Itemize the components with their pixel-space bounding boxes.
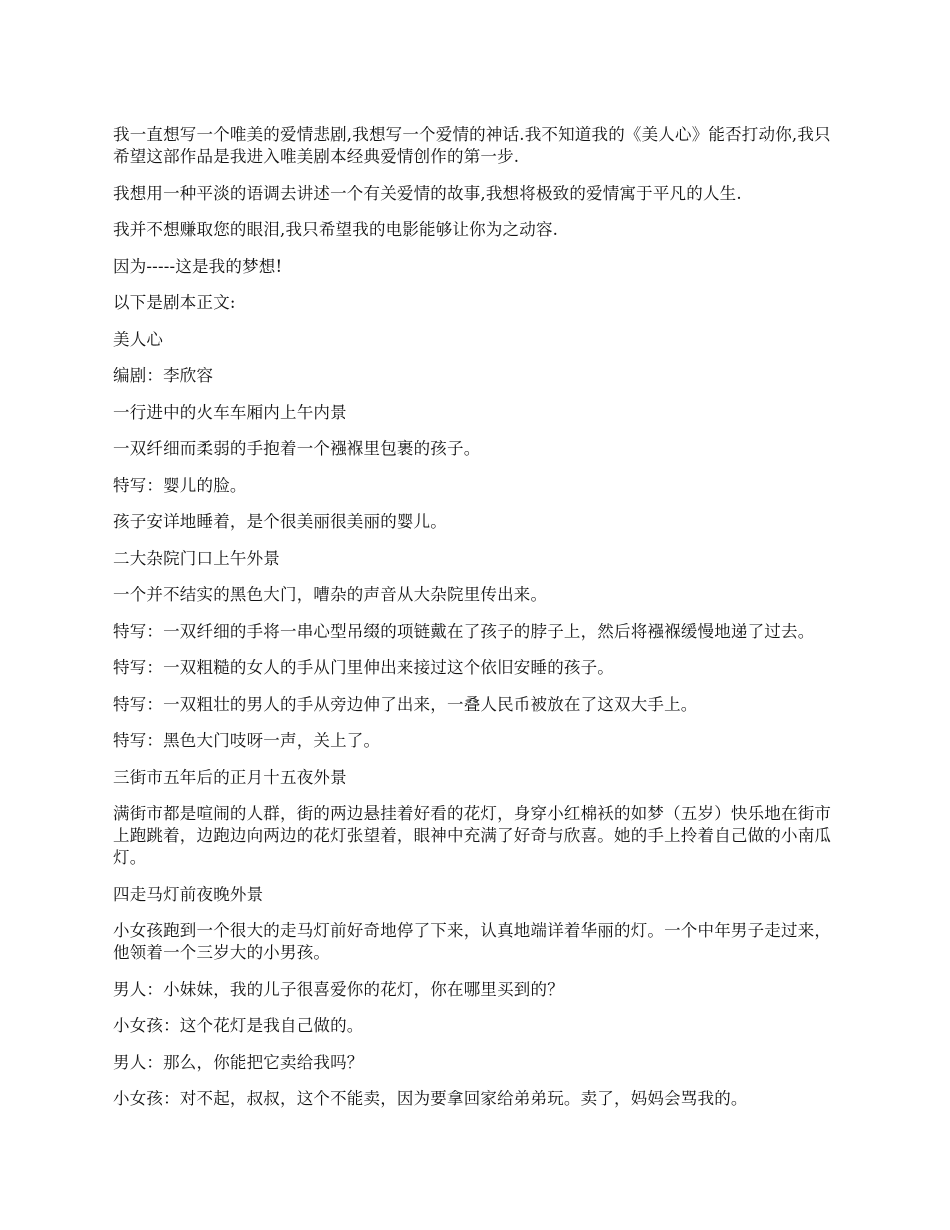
dialogue-line: 小女孩：对不起，叔叔，这个不能卖，因为要拿回家给弟弟玩。卖了，妈妈会骂我的。 [113, 1089, 748, 1108]
document-body [113, 124, 843, 1125]
scene-description: 特写：一双粗糙的女人的手从门里伸出来接过这个依旧安睡的孩子。 [113, 658, 614, 677]
scene-description: 满街市都是喧闹的人群，街的两边悬挂着好看的花灯，身穿小红棉袄的如梦（五岁）快乐地在街市上跑跳着，边跑边向两边的花灯张望着，眼神中充满了好奇与欣喜。她的手上拎着自己做的小南瓜灯。 [113, 804, 832, 867]
scene-description: 一双纤细而柔弱的手抱着一个襁褓里包裹的孩子。 [113, 439, 481, 458]
dialogue-line: 男人：小妹妹，我的儿子很喜爱你的花灯，你在哪里买到的？ [113, 979, 564, 999]
script-title: 美人心 [113, 329, 164, 349]
scene-description: 特写：一双纤细的手将一串心型吊缀的项链戴在了孩子的脖子上，然后将襁褓缓慢地递了过去。 [113, 621, 815, 641]
scene-description: 特写：婴儿的脸。 [113, 475, 247, 495]
scene-description: 特写：黑色大门吱呀一声，关上了。 [113, 731, 381, 750]
script-author: 编剧：李欣容 [113, 366, 214, 385]
scene-heading: 一行进中的火车车厢内上午内景 [113, 402, 347, 422]
dialogue-line: 男人：那么，你能把它卖给我吗？ [113, 1052, 364, 1072]
scene-heading: 三街市五年后的正月十五夜外景 [113, 767, 347, 787]
scene-heading: 四走马灯前夜晚外景 [113, 884, 264, 904]
dialogue-line: 小女孩：这个花灯是我自己做的。 [113, 1016, 364, 1035]
intro-paragraph: 我想用一种平淡的语调去讲述一个有关爱情的故事,我想将极致的爱情寓于平凡的人生. [113, 183, 742, 203]
intro-paragraph: 我一直想写一个唯美的爱情悲剧,我想写一个爱情的神话.我不知道我的《美人心》能否打动你,我只希望这部作品是我进入唯美剧本经典爱情创作的第一步. [113, 125, 831, 166]
scene-description: 孩子安详地睡着，是个很美丽很美丽的婴儿。 [113, 512, 447, 531]
intro-paragraph: 我并不想赚取您的眼泪,我只希望我的电影能够让你为之动容. [113, 220, 559, 239]
scene-description: 小女孩跑到一个很大的走马灯前好奇地停了下来，认真地端详着华丽的灯。一个中年男子走过来，他领着一个三岁大的小男孩。 [113, 921, 832, 962]
scene-description: 特写：一双粗壮的男人的手从旁边伸了出来，一叠人民币被放在了这双大手上。 [113, 694, 698, 714]
scene-heading: 二大杂院门口上午外景 [113, 548, 280, 568]
intro-paragraph: 因为-----这是我的梦想! [113, 256, 283, 276]
scene-description: 一个并不结实的黑色大门，嘈杂的声音从大杂院里传出来。 [113, 585, 548, 604]
script-intro-line: 以下是剧本正文: [113, 293, 236, 312]
